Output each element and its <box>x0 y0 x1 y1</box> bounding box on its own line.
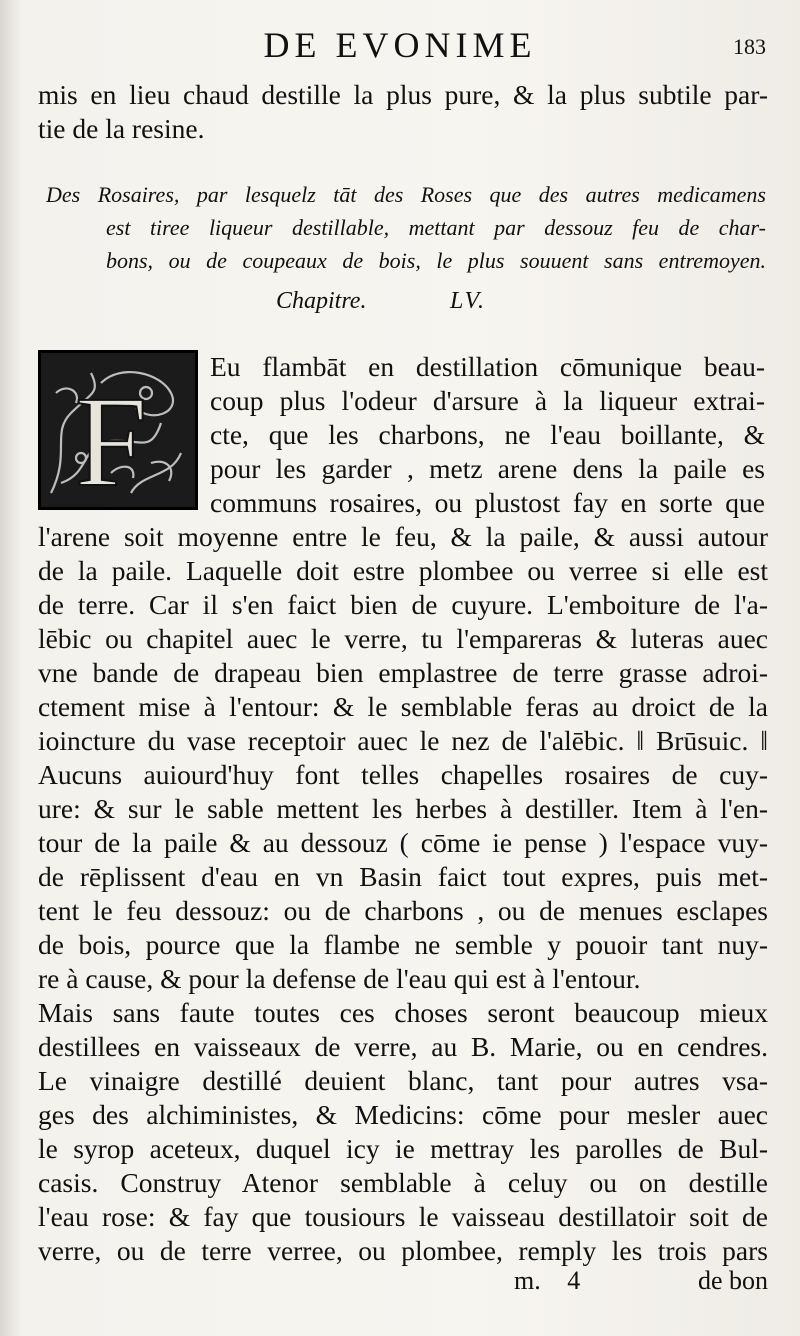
body-line: Aucuns auiourd'huy font telles chapelles rosaires de cuy- <box>38 759 768 790</box>
catchword: de bon <box>697 1266 768 1295</box>
body-line: ctement mise à l'entour: & le semblable feras au droict de la <box>38 691 768 722</box>
page-header <box>0 20 800 70</box>
page-number: 183 <box>733 34 766 59</box>
body-line: destillees en vaisseaux de verre, au B. Marie, ou en cendres. <box>38 1031 768 1062</box>
body-line: de terre. Car il s'en faict bien de cuyure. L'emboiture de l'a- <box>38 589 768 620</box>
page-footer <box>0 1266 800 1306</box>
body-line: tie de la resine. <box>38 113 205 144</box>
body-line: verre, ou de terre verree, ou plombee, remply les trois pars <box>38 1235 768 1266</box>
body-line: coup plus l'odeur d'arsure à la liqueur extrai- <box>210 385 765 416</box>
body-line: pour les garder , metz arene dens la paile es <box>210 453 765 484</box>
body-line: mis en lieu chaud destille la plus pure, & la plus subtile par- <box>38 79 768 110</box>
initial-letter: F <box>75 370 148 507</box>
body-line: ure: & sur le sable mettent les herbes à destiller. Item à l'en- <box>38 793 768 824</box>
body-line: ges des alchiministes, & Medicins: cōme pour mesler auec <box>38 1099 768 1130</box>
chapter-label: Chapitre. <box>276 288 367 314</box>
body-line: tour de la paile & au dessouz ( cōme ie pense ) l'espace vuy- <box>38 827 768 858</box>
body-line: re à cause, & pour la defense de l'eau qui est à l'entour. <box>38 963 641 994</box>
body-line: le syrop aceteux, duquel icy ie mettray les parolles de Bul- <box>38 1133 768 1164</box>
body-line: de la paile. Laquelle doit estre plombee ou verree si elle est <box>38 555 768 586</box>
body-line: l'arene soit moyenne entre le feu, & la paile, & aussi autour <box>38 521 768 552</box>
body-line: communs rosaires, ou plustost fay en sorte que <box>210 487 765 518</box>
decorated-initial <box>38 350 198 510</box>
body-line: lēbic ou chapitel auec le verre, tu l'empareras & luteras auec <box>38 623 768 654</box>
body-line: l'eau rose: & fay que tousiours le vaisseau destillatoir soit de <box>38 1201 768 1232</box>
body-line: Eu flambāt en destillation cōmunique beau- <box>210 351 765 382</box>
signature-mark: m. 4 <box>514 1266 581 1295</box>
body-line: de rēplissent d'eau en vn Basin faict tout expres, puis met- <box>38 861 768 892</box>
chapter-caption-line: bons, ou de coupeaux de bois, le plus souuent sans entremoyen. <box>106 248 766 273</box>
chapter-heading <box>276 288 576 324</box>
body-line: cte, que les charbons, ne l'eau boillante, & <box>210 419 765 450</box>
body-line: de bois, pource que la flambe ne semble y pouoir tant nuy- <box>38 929 768 960</box>
body-line: ioincture du vase receptoir auec le nez de l'alēbic. ‖ Brūsuic. ‖ <box>38 725 768 756</box>
body-line: tent le feu dessouz: ou de charbons , ou de menues esclapes <box>38 895 768 926</box>
body-line: Le vinaigre destillé deuient blanc, tant pour autres vsa- <box>38 1065 768 1096</box>
chapter-caption-line: Des Rosaires, par lesquelz tāt des Roses que des autres medicamens <box>46 182 766 207</box>
body-line: vne bande de drapeau bien emplastree de terre grasse adroi- <box>38 657 768 688</box>
chapter-caption-line: est tiree liqueur destillable, mettant par dessouz feu de char- <box>106 215 766 240</box>
chapter-number: LV. <box>450 288 487 314</box>
floral-initial-icon <box>41 353 195 507</box>
running-title: DE EVONIME <box>263 25 537 65</box>
body-line: casis. Construy Atenor semblable à celuy ou on destille <box>38 1167 768 1198</box>
body-line: Mais sans faute toutes ces choses seront beaucoup mieux <box>38 997 768 1028</box>
